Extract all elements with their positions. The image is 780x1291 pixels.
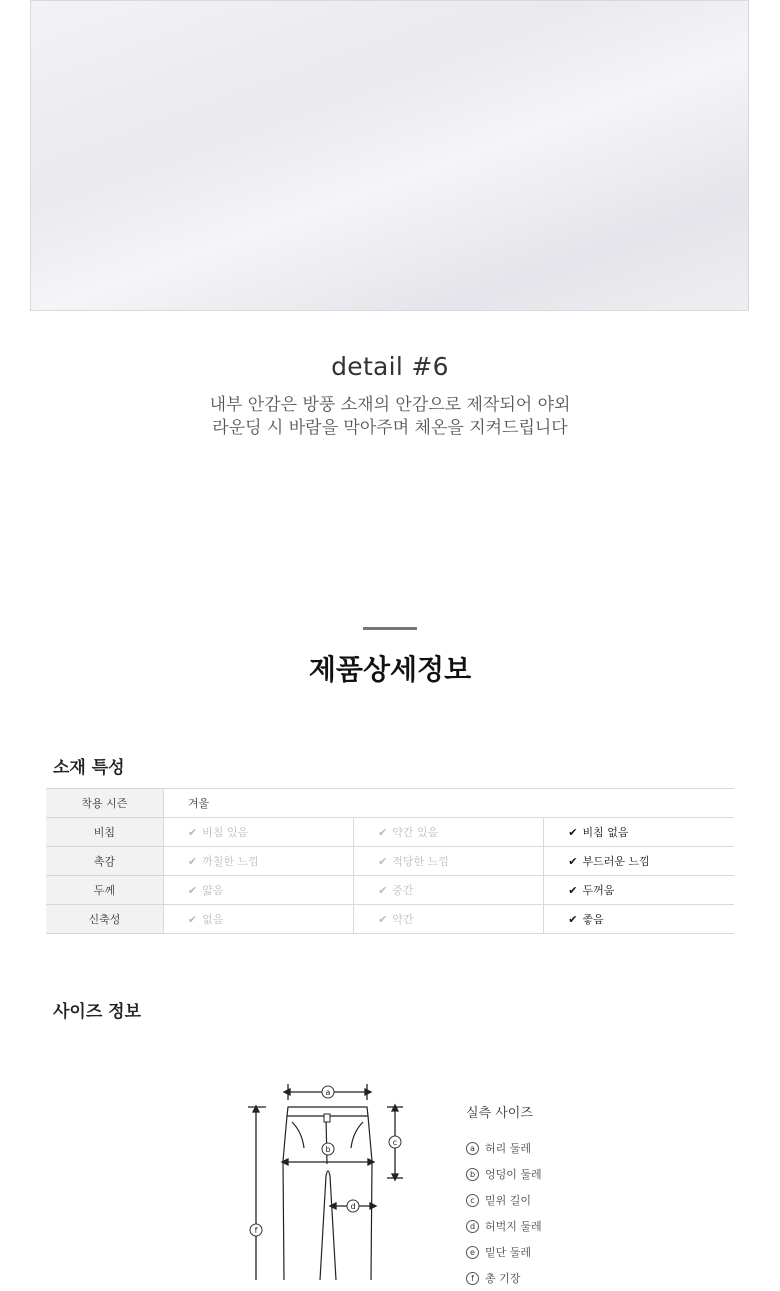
diagram-key-label: c [392,1138,398,1147]
detail-description [0,394,780,440]
option-label: 비침 있음 [202,826,249,839]
diagram-key-label: f [254,1226,258,1235]
fly-line [326,1116,327,1164]
legend-item [466,1213,542,1239]
check-icon: ✔ [187,884,198,897]
option [354,905,544,934]
option [354,818,544,847]
right-outseam [368,1116,372,1280]
legend-label: 총 기장 [485,1272,521,1285]
option-label: 까칠한 느낌 [202,855,259,868]
right-pocket [351,1122,363,1148]
check-icon: ✔ [378,826,388,839]
check-icon: ✔ [187,826,198,839]
material-title: 소재 특성 [53,758,125,778]
row-label: 촉감 [46,847,163,876]
check-icon: ✔ [187,855,198,868]
option-label: 좋음 [582,913,604,926]
legend-label: 허리 둘레 [485,1142,532,1155]
option-label: 약간 있음 [392,826,439,839]
option [354,876,544,905]
option [163,905,353,934]
table-row [46,905,734,934]
diagram-key-label: b [325,1145,331,1154]
check-icon: ✔ [568,826,578,839]
legend-label: 밑위 길이 [485,1194,532,1207]
legend-key: d [466,1220,479,1233]
detail-desc-line-1: 내부 안감은 방풍 소재의 안감으로 제작되어 야외 [209,395,571,415]
row-label: 비침 [46,818,163,847]
product-info-title: 제품상세정보 [308,653,472,686]
check-icon: ✔ [187,913,198,926]
option-selected [544,818,734,847]
legend-key: e [466,1246,479,1259]
legend-label: 허벅지 둘레 [485,1220,542,1233]
table-row [46,818,734,847]
check-icon: ✔ [568,913,578,926]
legend-key: f [466,1272,479,1285]
check-icon: ✔ [378,855,388,868]
material-table [46,788,734,934]
table-row [46,789,734,818]
option-label: 적당한 느낌 [392,855,449,868]
check-icon: ✔ [378,884,388,897]
inseam [320,1171,336,1280]
option-label: 얇음 [202,884,224,897]
legend-item [466,1187,542,1213]
left-pocket [292,1122,304,1148]
legend-item [466,1161,542,1187]
option-selected [544,876,734,905]
product-detail-photo [30,0,749,311]
option [163,847,353,876]
option-label: 두꺼움 [582,884,615,897]
option-label: 약간 [392,913,414,926]
legend-item [466,1135,542,1161]
season-value: 겨울 [163,789,734,818]
size-legend [466,1102,542,1291]
table-row [46,847,734,876]
diagram-key-label: a [325,1088,331,1097]
option [354,847,544,876]
option-selected [544,847,734,876]
detail-title: detail #6 [331,352,449,381]
legend-title: 실측 사이즈 [466,1106,533,1121]
pants-size-diagram [240,1076,430,1280]
button-shape [324,1114,330,1122]
left-outseam [283,1116,287,1280]
legend-label: 밑단 둘레 [485,1246,532,1259]
detail-desc-line-2: 라운딩 시 바람을 막아주며 체온을 지켜드립니다 [212,418,568,438]
option-label: 부드러운 느낌 [582,855,650,868]
option-label: 비침 없음 [582,826,629,839]
legend-item [466,1239,542,1265]
size-title: 사이즈 정보 [53,1002,142,1022]
diagram-key-label: d [350,1202,356,1211]
row-label: 두께 [46,876,163,905]
option-label: 없음 [202,913,224,926]
legend-item [466,1265,542,1291]
legend-key: b [466,1168,479,1181]
section-divider [363,627,417,630]
option-selected [544,905,734,934]
check-icon: ✔ [568,855,578,868]
legend-key: c [466,1194,479,1207]
season-label: 착용 시즌 [46,789,163,818]
option-label: 중간 [392,884,414,897]
option [163,876,353,905]
row-label: 신축성 [46,905,163,934]
legend-label: 엉덩이 둘레 [485,1168,542,1181]
legend-key: a [466,1142,479,1155]
check-icon: ✔ [568,884,578,897]
check-icon: ✔ [378,913,388,926]
option [163,818,353,847]
table-row [46,876,734,905]
